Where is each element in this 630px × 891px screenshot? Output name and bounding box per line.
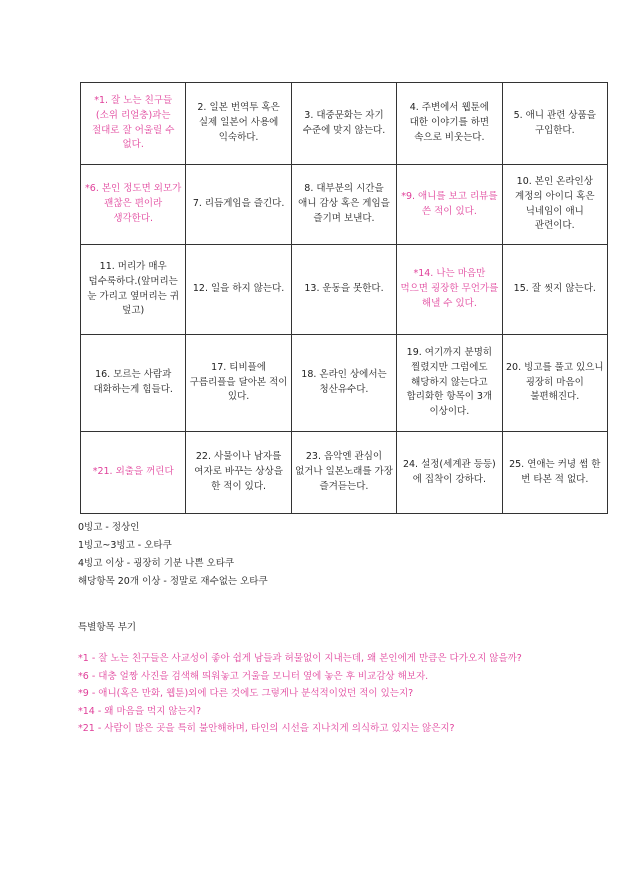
bingo-cell-15: 15. 잘 씻지 않는다. (502, 245, 607, 335)
bingo-cell-12: 12. 일을 하지 않는다. (186, 245, 291, 335)
bingo-cell-13: 13. 운동을 못한다. (291, 245, 396, 335)
special-note: *14 - 왜 마음을 먹지 않는지? (78, 705, 202, 717)
bingo-cell-17: 17. 티비플에 구름리플을 달아본 적이 있다. (186, 335, 291, 432)
bingo-cell-19: 19. 여기까지 분명히 찔렸지만 그럼에도 해당하지 않는다고 합리화한 항목이 3개 이상이다. (397, 335, 502, 432)
legend-line: 1빙고~3빙고 - 오타쿠 (78, 540, 172, 551)
bingo-cell-25: 25. 연애는 커녕 썸 한 번 타본 적 없다. (502, 432, 607, 514)
grid-row (81, 165, 608, 245)
bingo-cell-6: *6. 본인 정도면 외모가 괜찮은 편이라 생각한다. (81, 165, 186, 245)
grid-row (81, 245, 608, 335)
bingo-cell-23: 23. 음악엔 관심이 없거나 일본노래를 가장 즐겨듣는다. (291, 432, 396, 514)
special-note: *21 - 사람이 많은 곳을 특히 불안해하며, 타인의 시선을 지나치게 의식하고 있지는 않은지? (78, 723, 455, 734)
bingo-cell-2: 2. 일본 번역투 혹은 실제 일본어 사용에 익숙하다. (186, 83, 291, 165)
special-notes (78, 650, 568, 738)
bingo-cell-7: 7. 리듬게임을 즐긴다. (186, 165, 291, 245)
bingo-cell-9: *9. 애니를 보고 리뷰를 쓴 적이 있다. (397, 165, 502, 245)
bingo-cell-18: 18. 온라인 상에서는 청산유수다. (291, 335, 396, 432)
special-note: *6 - 대충 얼짱 사진을 검색해 띄워놓고 거울을 모니터 옆에 놓은 후 비교감상 해보자. (78, 670, 429, 682)
bingo-grid (80, 82, 608, 514)
legend-line: 0빙고 - 정상인 (78, 522, 140, 533)
bingo-cell-24: 24. 설정(세계관 등등)에 집착이 강하다. (397, 432, 502, 514)
bingo-cell-5: 5. 애니 관련 상품을 구입한다. (502, 83, 607, 165)
bingo-cell-21: *21. 외출을 꺼린다 (81, 432, 186, 514)
bingo-cell-4: 4. 주변에서 웹툰에 대한 이야기를 하면 속으로 비웃는다. (397, 83, 502, 165)
special-note: *9 - 애니(혹은 만화, 웹툰)외에 다른 것에도 그렇게나 분석적이었던 적이 있는지? (78, 688, 414, 699)
grid-row (81, 83, 608, 165)
bingo-cell-20: 20. 빙고를 풀고 있으니 굉장히 마음이 불편해진다. (502, 335, 607, 432)
legend-line: 4빙고 이상 - 굉장히 기분 나쁜 오타쿠 (78, 558, 235, 569)
bingo-cell-3: 3. 대중문화는 자기 수준에 맞지 않는다. (291, 83, 396, 165)
bingo-cell-14: *14. 나는 마음만 먹으면 굉장한 무언가를 해낼 수 있다. (397, 245, 502, 335)
bingo-cell-11: 11. 머리가 매우 덥수룩하다.(앞머리는 눈 가리고 옆머리는 귀 덮고) (81, 245, 186, 335)
grid-row (81, 432, 608, 514)
special-note: *1 - 잘 노는 친구들은 사교성이 좋아 쉽게 남들과 허물없이 지내는데, 왜 본인에게 만큼은 다가오지 않을까? (78, 653, 522, 664)
bingo-cell-8: 8. 대부분의 시간을 애니 감상 혹은 게임을 즐기며 보낸다. (291, 165, 396, 245)
bingo-cell-16: 16. 모르는 사람과 대화하는게 힘들다. (81, 335, 186, 432)
grid-row (81, 335, 608, 432)
bingo-cell-1: *1. 잘 노는 친구들(소위 리얼충)과는 절대로 잘 어울릴 수 없다. (81, 83, 186, 165)
bingo-cell-10: 10. 본인 온라인상 계정의 아이디 혹은 닉네임이 애니 관련이다. (502, 165, 607, 245)
bingo-cell-22: 22. 사물이나 남자를 여자로 바꾸는 상상을 한 적이 있다. (186, 432, 291, 514)
score-legend (78, 519, 268, 591)
special-section-title: 특별항목 부기 (78, 622, 137, 633)
legend-line: 해당항목 20개 이상 - 정말로 재수없는 오타쿠 (78, 576, 268, 587)
